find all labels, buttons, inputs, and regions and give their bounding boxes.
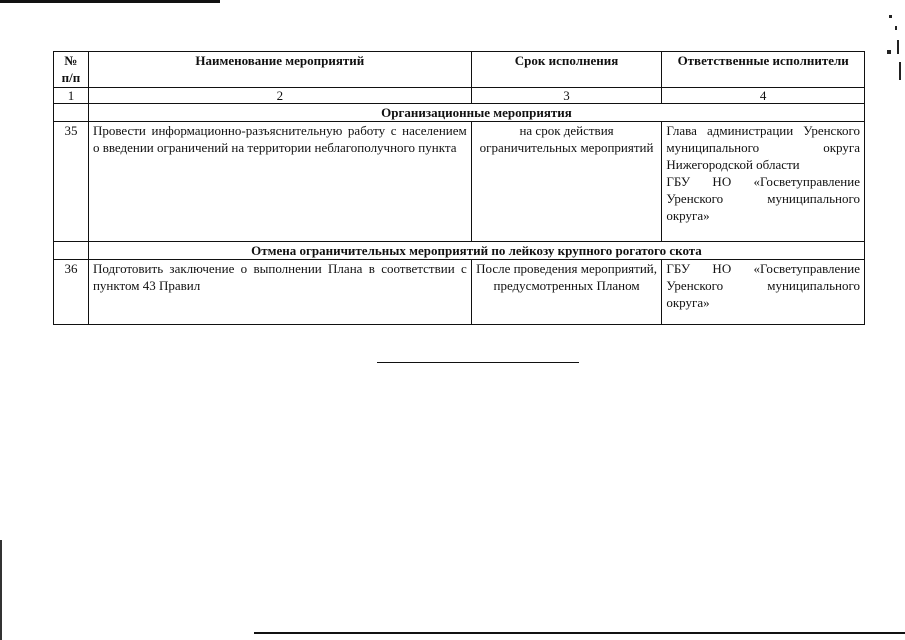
scan-speck bbox=[887, 50, 891, 54]
row-deadline: на срок действия ограничительных мероприятий bbox=[471, 122, 662, 242]
responsible-entry: ГБУ НО «Госветуправление Уренского муниципального округа» bbox=[666, 174, 860, 223]
scan-edge-line-top bbox=[0, 0, 220, 3]
row-number: 35 bbox=[54, 122, 89, 242]
table-row bbox=[54, 122, 865, 242]
row-responsible bbox=[662, 260, 865, 325]
header-deadline: Срок исполнения bbox=[471, 52, 662, 88]
scan-edge-line-left bbox=[0, 540, 2, 640]
scan-speck bbox=[895, 26, 897, 30]
responsible-entry: Глава администрации Уренского муниципального округа Нижегородской области bbox=[666, 123, 860, 172]
scan-edge-line-bottom bbox=[254, 632, 905, 634]
column-number-row bbox=[54, 88, 865, 104]
column-number: 3 bbox=[471, 88, 662, 104]
plan-table bbox=[53, 51, 865, 325]
table-row bbox=[54, 260, 865, 325]
header-responsible: Ответственные исполнители bbox=[662, 52, 865, 88]
section-row bbox=[54, 104, 865, 122]
row-number: 36 bbox=[54, 260, 89, 325]
section-number-cell bbox=[54, 104, 89, 122]
section-title: Организационные мероприятия bbox=[88, 104, 864, 122]
row-deadline: После проведения мероприятий, предусмотренных Планом bbox=[471, 260, 662, 325]
row-activity: Подготовить заключение о выполнении Плана в соответствии с пунктом 43 Правил bbox=[88, 260, 471, 325]
column-number: 1 bbox=[54, 88, 89, 104]
section-row bbox=[54, 242, 865, 260]
header-activity: Наименование мероприятий bbox=[88, 52, 471, 88]
header-number: № п/п bbox=[54, 52, 89, 88]
end-separator-line bbox=[377, 362, 579, 363]
scan-speck bbox=[899, 62, 901, 80]
table-header-row bbox=[54, 52, 865, 88]
section-number-cell bbox=[54, 242, 89, 260]
row-activity: Провести информационно-разъяснительную работу с населением о введении ограничений на территории неблагополучного пункта bbox=[88, 122, 471, 242]
scan-speck bbox=[889, 15, 892, 18]
column-number: 2 bbox=[88, 88, 471, 104]
column-number: 4 bbox=[662, 88, 865, 104]
scan-speck bbox=[897, 40, 899, 54]
responsible-entry: ГБУ НО «Госветуправление Уренского муниципального округа» bbox=[666, 261, 860, 310]
row-responsible bbox=[662, 122, 865, 242]
section-title: Отмена ограничительных мероприятий по лейкозу крупного рогатого скота bbox=[88, 242, 864, 260]
